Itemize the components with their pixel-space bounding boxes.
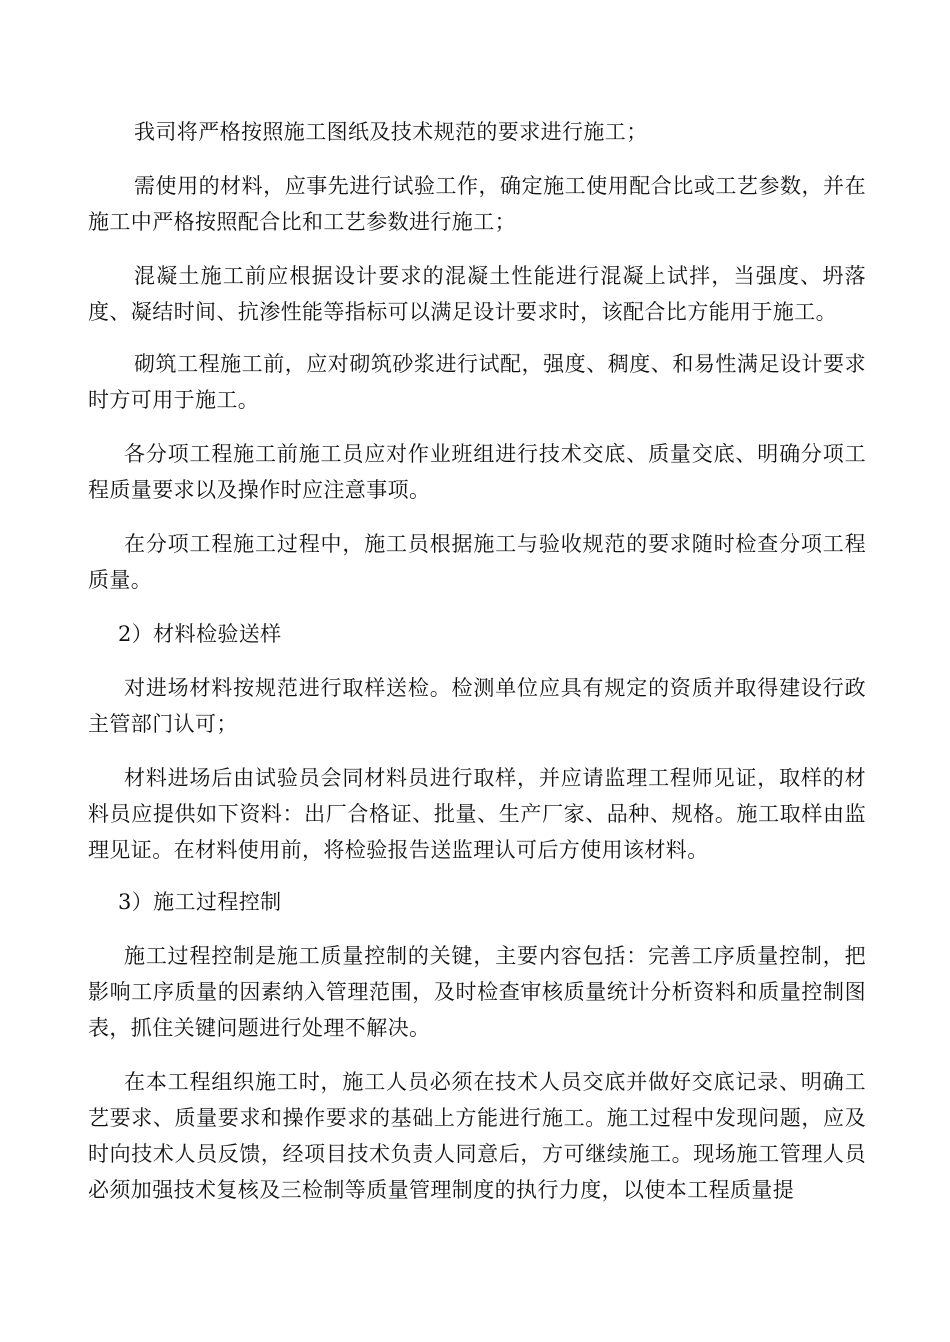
paragraph-sampling-witness: 材料进场后由试验员会同材料员进行取样，并应请监理工程师见证，取样的材料员应提供如下资料：出厂合格证、批量、生产厂家、品种、规格。施工取样由监理见证。在材料使用前，将检验报告送监理认可后方使用该材料。 <box>88 766 866 862</box>
section-heading-material-sampling: 2）材料检验送样 <box>118 622 282 646</box>
paragraph-construction-drawings: 我司将严格按照施工图纸及技术规范的要求进行施工； <box>134 120 648 144</box>
section-heading-process-control: 3）施工过程控制 <box>118 890 282 914</box>
paragraph-quality-inspection: 在分项工程施工过程中，施工员根据施工与验收规范的要求随时检查分项工程质量。 <box>88 532 866 592</box>
paragraph-construction-organization: 在本工程组织施工时，施工人员必须在技术人员交底并做好交底记录、明确工艺要求、质量要求和操作要求的基础上方能进行施工。施工过程中发现问题，应及时向技术人员反馈，经项目技术负责人同意后，方可继续施工。现场施工管理人员必须加强技术复核及三检制等质量管理制度的执行力度，以使本工程质量提 <box>88 1070 866 1202</box>
paragraph-sampling-inspection: 对进场材料按规范进行取样送检。检测单位应具有规定的资质并取得建设行政主管部门认可； <box>88 676 866 736</box>
paragraph-process-control: 施工过程控制是施工质量控制的关键，主要内容包括：完善工序质量控制，把影响工序质量的因素纳入管理范围，及时检查审核质量统计分析资料和质量控制图表，抓住关键问题进行处理不解决。 <box>88 944 866 1040</box>
paragraph-masonry-mortar: 砌筑工程施工前，应对砌筑砂浆进行试配，强度、稠度、和易性满足设计要求时方可用于施工。 <box>88 352 866 412</box>
paragraph-material-testing: 需使用的材料，应事先进行试验工作，确定施工使用配合比或工艺参数，并在施工中严格按照配合比和工艺参数进行施工； <box>88 174 866 234</box>
paragraph-technical-briefing: 各分项工程施工前施工员应对作业班组进行技术交底、质量交底、明确分项工程质量要求以及操作时应注意事项。 <box>88 442 866 502</box>
paragraph-concrete-trial-mix: 混凝土施工前应根据设计要求的混凝土性能进行混凝上试拌，当强度、坍落度、凝结时间、抗渗性能等指标可以满足设计要求时，该配合比方能用于施工。 <box>88 264 866 324</box>
